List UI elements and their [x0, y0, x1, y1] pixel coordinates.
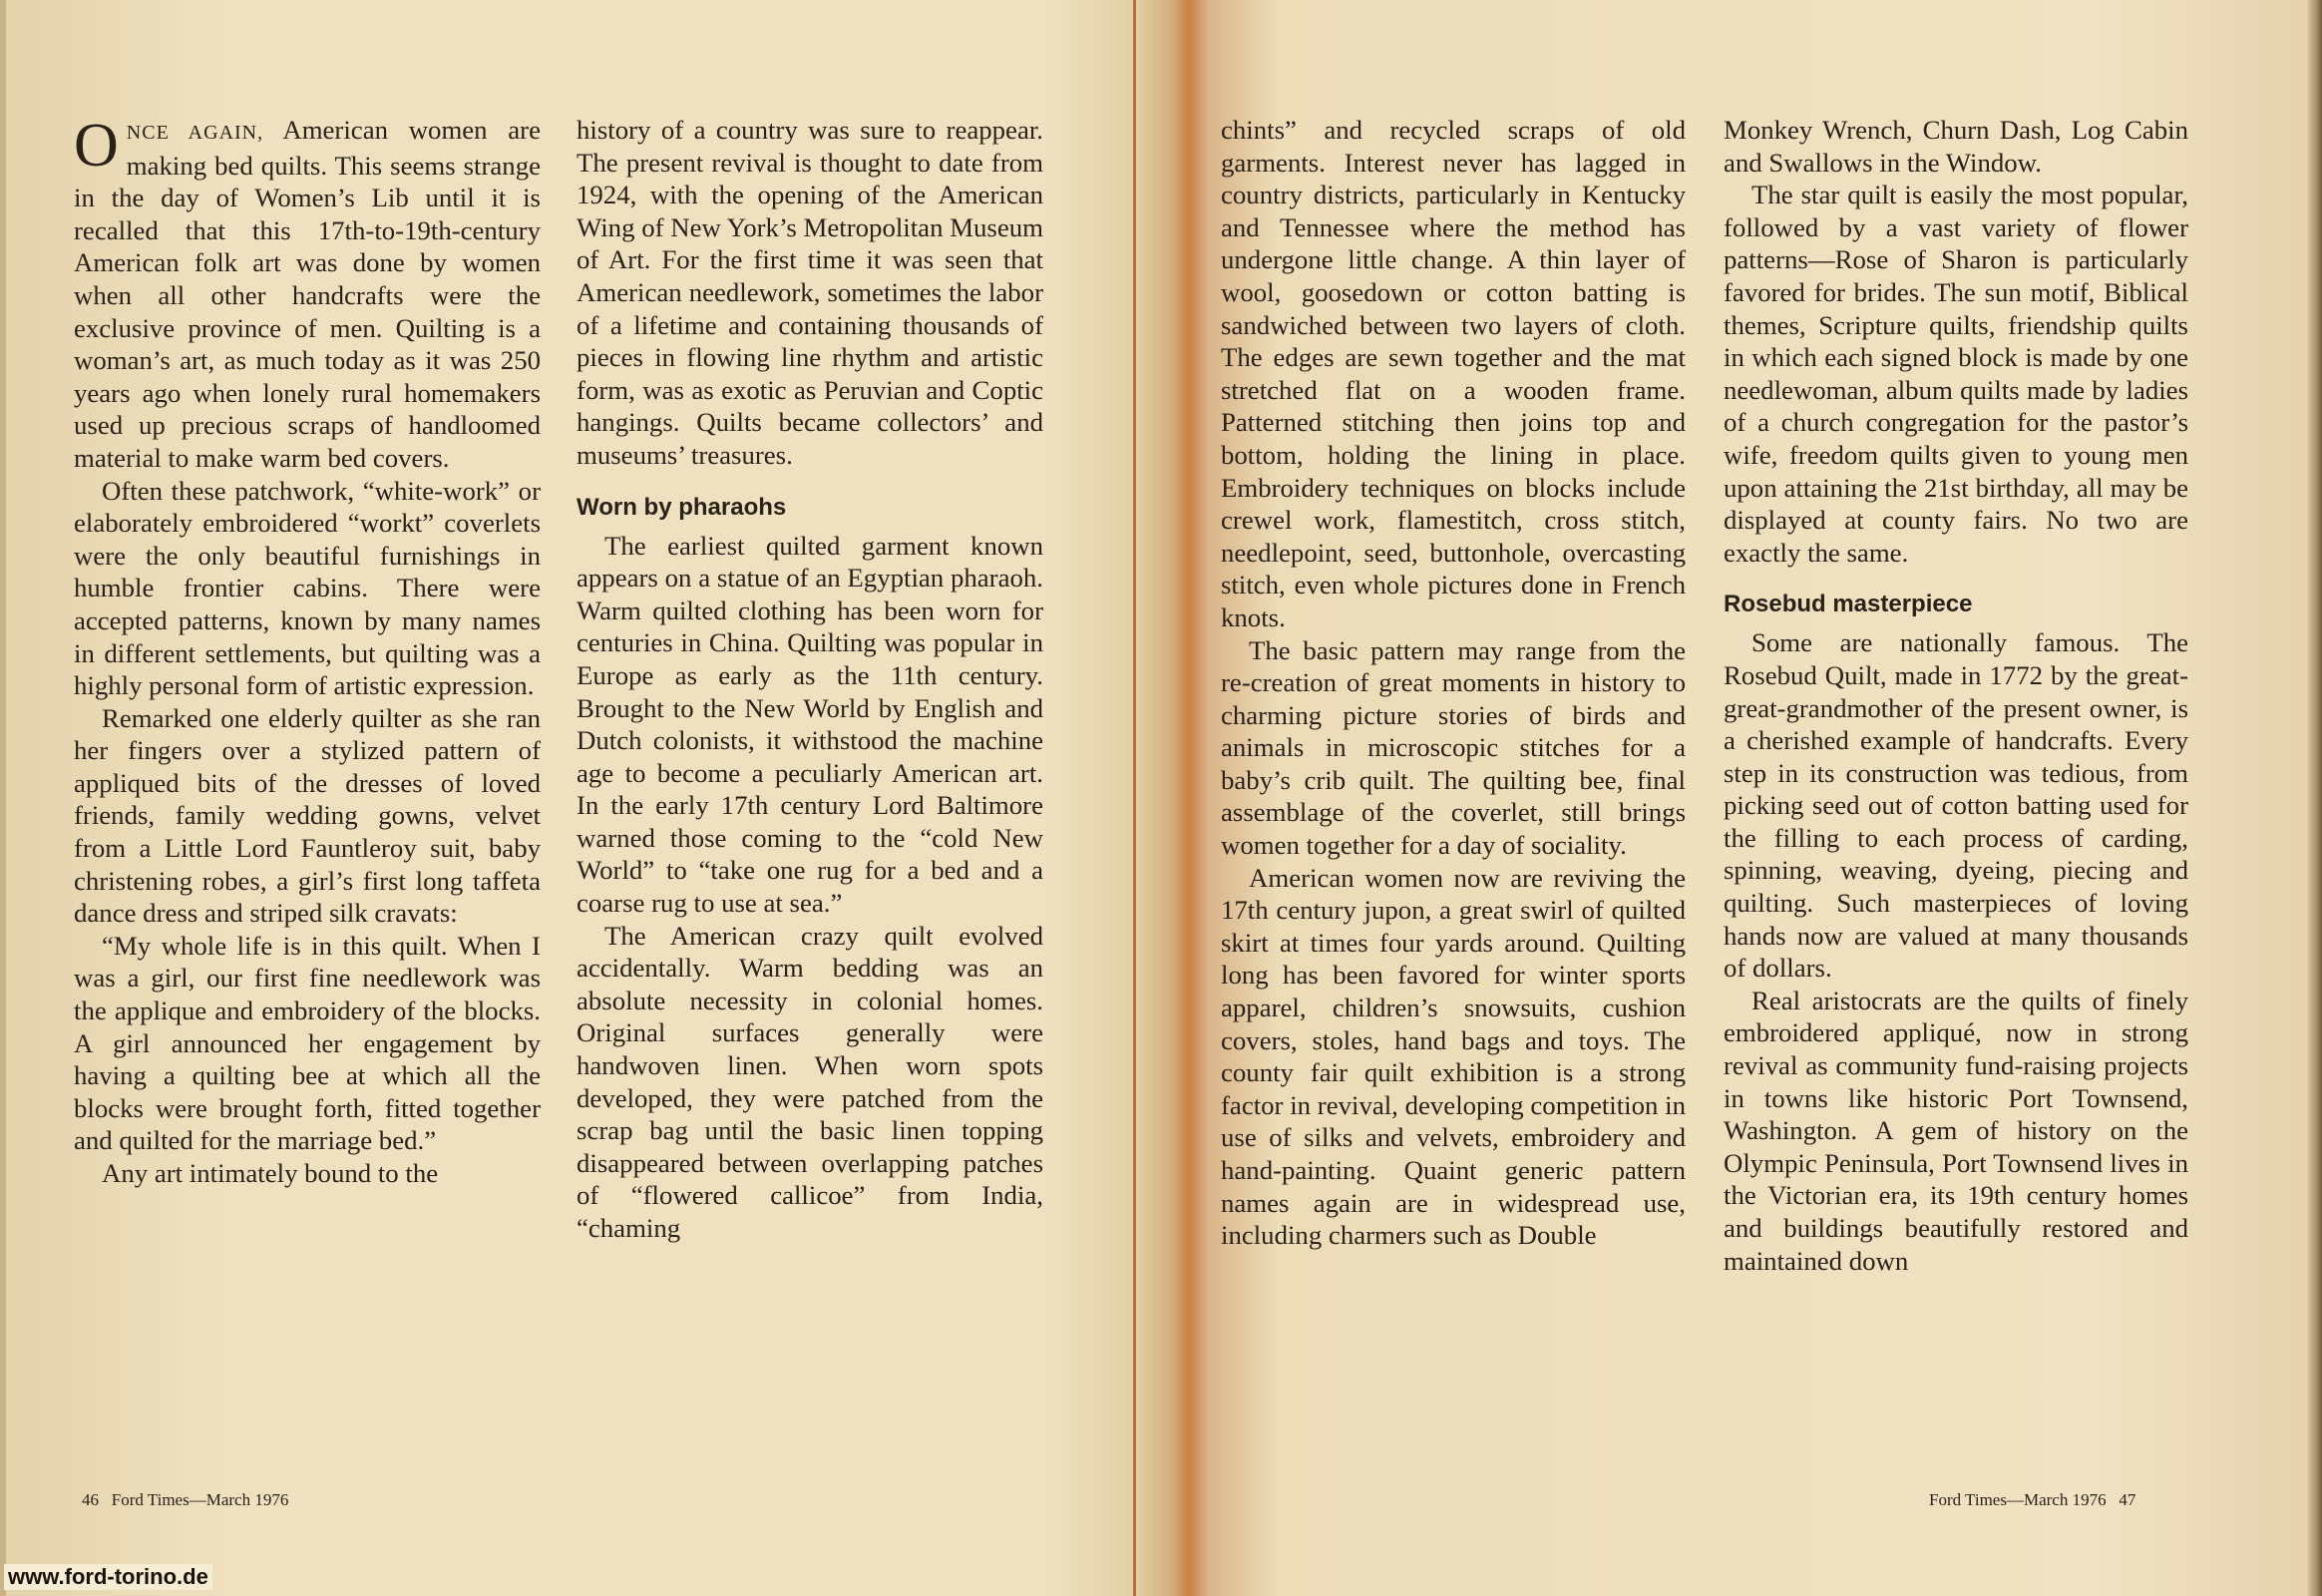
paragraph: The American crazy quilt evolved accidentally. Warm bedding was an absolute necessity in colonial homes. Original surfaces generally were handwoven linen. When worn spots developed, they were patched from the scrap bag until the basic linen topping disappeared between overlapping patches of “flowered callicoe” from India, “chaming — [577, 920, 1043, 1243]
subheading-rosebud-masterpiece: Rosebud masterpiece — [1724, 591, 1973, 618]
paragraph: history of a country was sure to reappear. The present revival is thought to date from 1924, with the opening of the American Wing of New York’s Metropolitan Museum of Art. For the first time it was seen that American needlework, sometimes the labor of a lifetime and containing thousands of pieces in flowing line rhythm and artistic form, was as exotic as Peruvian and Coptic hangings. Quilts became collectors’ and museums’ treasures. — [577, 115, 1043, 470]
website-watermark: www.ford-torino.de — [4, 1564, 212, 1590]
left-page-column-1 — [74, 114, 541, 1190]
paragraph: chints” and recycled scraps of old garments. Interest never has lagged in country districts, particularly in Kentucky and Tennessee where the method has undergone little change. A thin layer of wool, goosedown or cotton batting is sandwiched between two layers of cloth. The edges are sewn together and the mat stretched flat on a wooden frame. Patterned stitching then joins top and bottom, holding the lining in place. Embroidery techniques on blocks include crewel work, flamestitch, cross stitch, needlepoint, seed, buttonhole, overcasting stitch, even whole pictures done in French knots. — [1221, 115, 1686, 632]
paragraph: American women now are reviving the 17th century jupon, a great swirl of quilted skirt at times four yards around. Quilting long has been favored for winter sports apparel, children’s snowsuits, cushion covers, stoles, hand bags and toys. The county fair quilt exhibition is a strong factor in revival, developing competition in use of silks and velvets, embroidery and hand-painting. Quaint generic pattern names again are in widespread use, including charmers such as Double — [1221, 862, 1686, 1251]
left-page-edge — [0, 0, 6, 1596]
binding-gutter — [1133, 0, 1136, 1596]
subheading-worn-by-pharaohs: Worn by pharaohs — [577, 493, 787, 521]
right-page-column-2 — [1724, 114, 2188, 1277]
paragraph: Any art intimately bound to the — [102, 1158, 439, 1188]
drop-cap: O — [74, 112, 119, 180]
article-opening-paragraph — [74, 114, 541, 475]
paragraph: Real aristocrats are the quilts of finely embroidered appliqué, now in strong revival as community fund-raising projects in towns like historic Port Townsend, Washington. A gem of history on the Olympic Peninsula, Port Townsend lives in the Victorian era, its 19th century homes and buildings beautifully restored and maintained down — [1724, 985, 2188, 1276]
opening-small-caps: NCE AGAIN, — [126, 122, 264, 144]
paragraph: The star quilt is easily the most popular, followed by a vast variety of flower patterns—Rose of Sharon is particularly favored for brides. The sun motif, Biblical themes, Scripture quilts, friendship quilts in which each signed block is made by one needlewoman, album quilts made by ladies of a church congregation for the pastor’s wife, freedom quilts given to young men upon attaining the 21st birthday, all may be displayed at county fairs. No two are exactly the same. — [1724, 180, 2188, 568]
paragraph: The earliest quilted garment known appears on a statue of an Egyptian pharaoh. Warm quilted clothing has been worn for centuries in China. Quilting was popular in Europe as early as the 11th century. Brought to the New World by English and Dutch colonists, it withstood the machine age to become a peculiarly American art. In the early 17th century Lord Baltimore warned those coming to the “cold New World” to “take one rug for a bed and a coarse rug to use at sea.” — [577, 530, 1043, 919]
paragraph: Often these patchwork, “white-work” or elaborately embroidered “workt” coverlets were the only beautiful furnishings in humble frontier cabins. There were accepted patterns, known by many names in different settlements, but quilting was a highly personal form of artistic expression. — [74, 475, 541, 701]
paragraph: Remarked one elderly quilter as she ran her fingers over a stylized pattern of appliqued bits of the dresses of loved friends, family wedding gowns, velvet from a Little Lord Fauntleroy suit, baby christening robes, a girl’s first long taffeta dance dress and striped silk cravats: — [74, 702, 541, 929]
right-page-edge — [2308, 0, 2322, 1596]
opening-text: American women are making bed quilts. This seems strange in the day of Women’s Lib until it is recalled that this 17th-to-19th-century American folk art was done by women when all other handcrafts were the exclusive province of men. Quilting is a woman’s art, as much today as it was 250 years ago when lonely rural homemakers used up precious scraps of handloomed material to make warm bed covers. — [74, 115, 541, 473]
right-page-column-1 — [1221, 114, 1686, 1252]
left-page-column-2 — [577, 114, 1043, 1245]
right-page-footer: Ford Times—March 1976 47 — [1929, 1490, 2136, 1509]
paragraph: Monkey Wrench, Churn Dash, Log Cabin and Swallows in the Window. — [1724, 115, 2188, 178]
quote-paragraph: “My whole life is in this quilt. When I was a girl, our first fine needlework was the applique and embroidery of the blocks. A girl announced her engagement by having a quilting bee at which all the blocks were brought forth, fitted together and quilted for the marriage bed.” — [74, 930, 541, 1156]
paragraph: The basic pattern may range from the re-creation of great moments in history to charming picture stories of birds and animals in microscopic stitches for a baby’s crib quilt. The quilting bee, final assemblage of the coverlet, still brings women together for a day of sociality. — [1221, 634, 1686, 861]
paragraph: Some are nationally famous. The Rosebud Quilt, made in 1772 by the great-great-grandmother of the present owner, is a cherished example of handcrafts. Every step in its construction was tedious, from picking seed out of cotton batting used for the filling to each process of carding, spinning, weaving, dyeing, piecing and quilting. Such masterpieces of loving hands now are valued at many thousands of dollars. — [1724, 627, 2188, 984]
left-page-footer: 46 Ford Times—March 1976 — [82, 1490, 289, 1509]
